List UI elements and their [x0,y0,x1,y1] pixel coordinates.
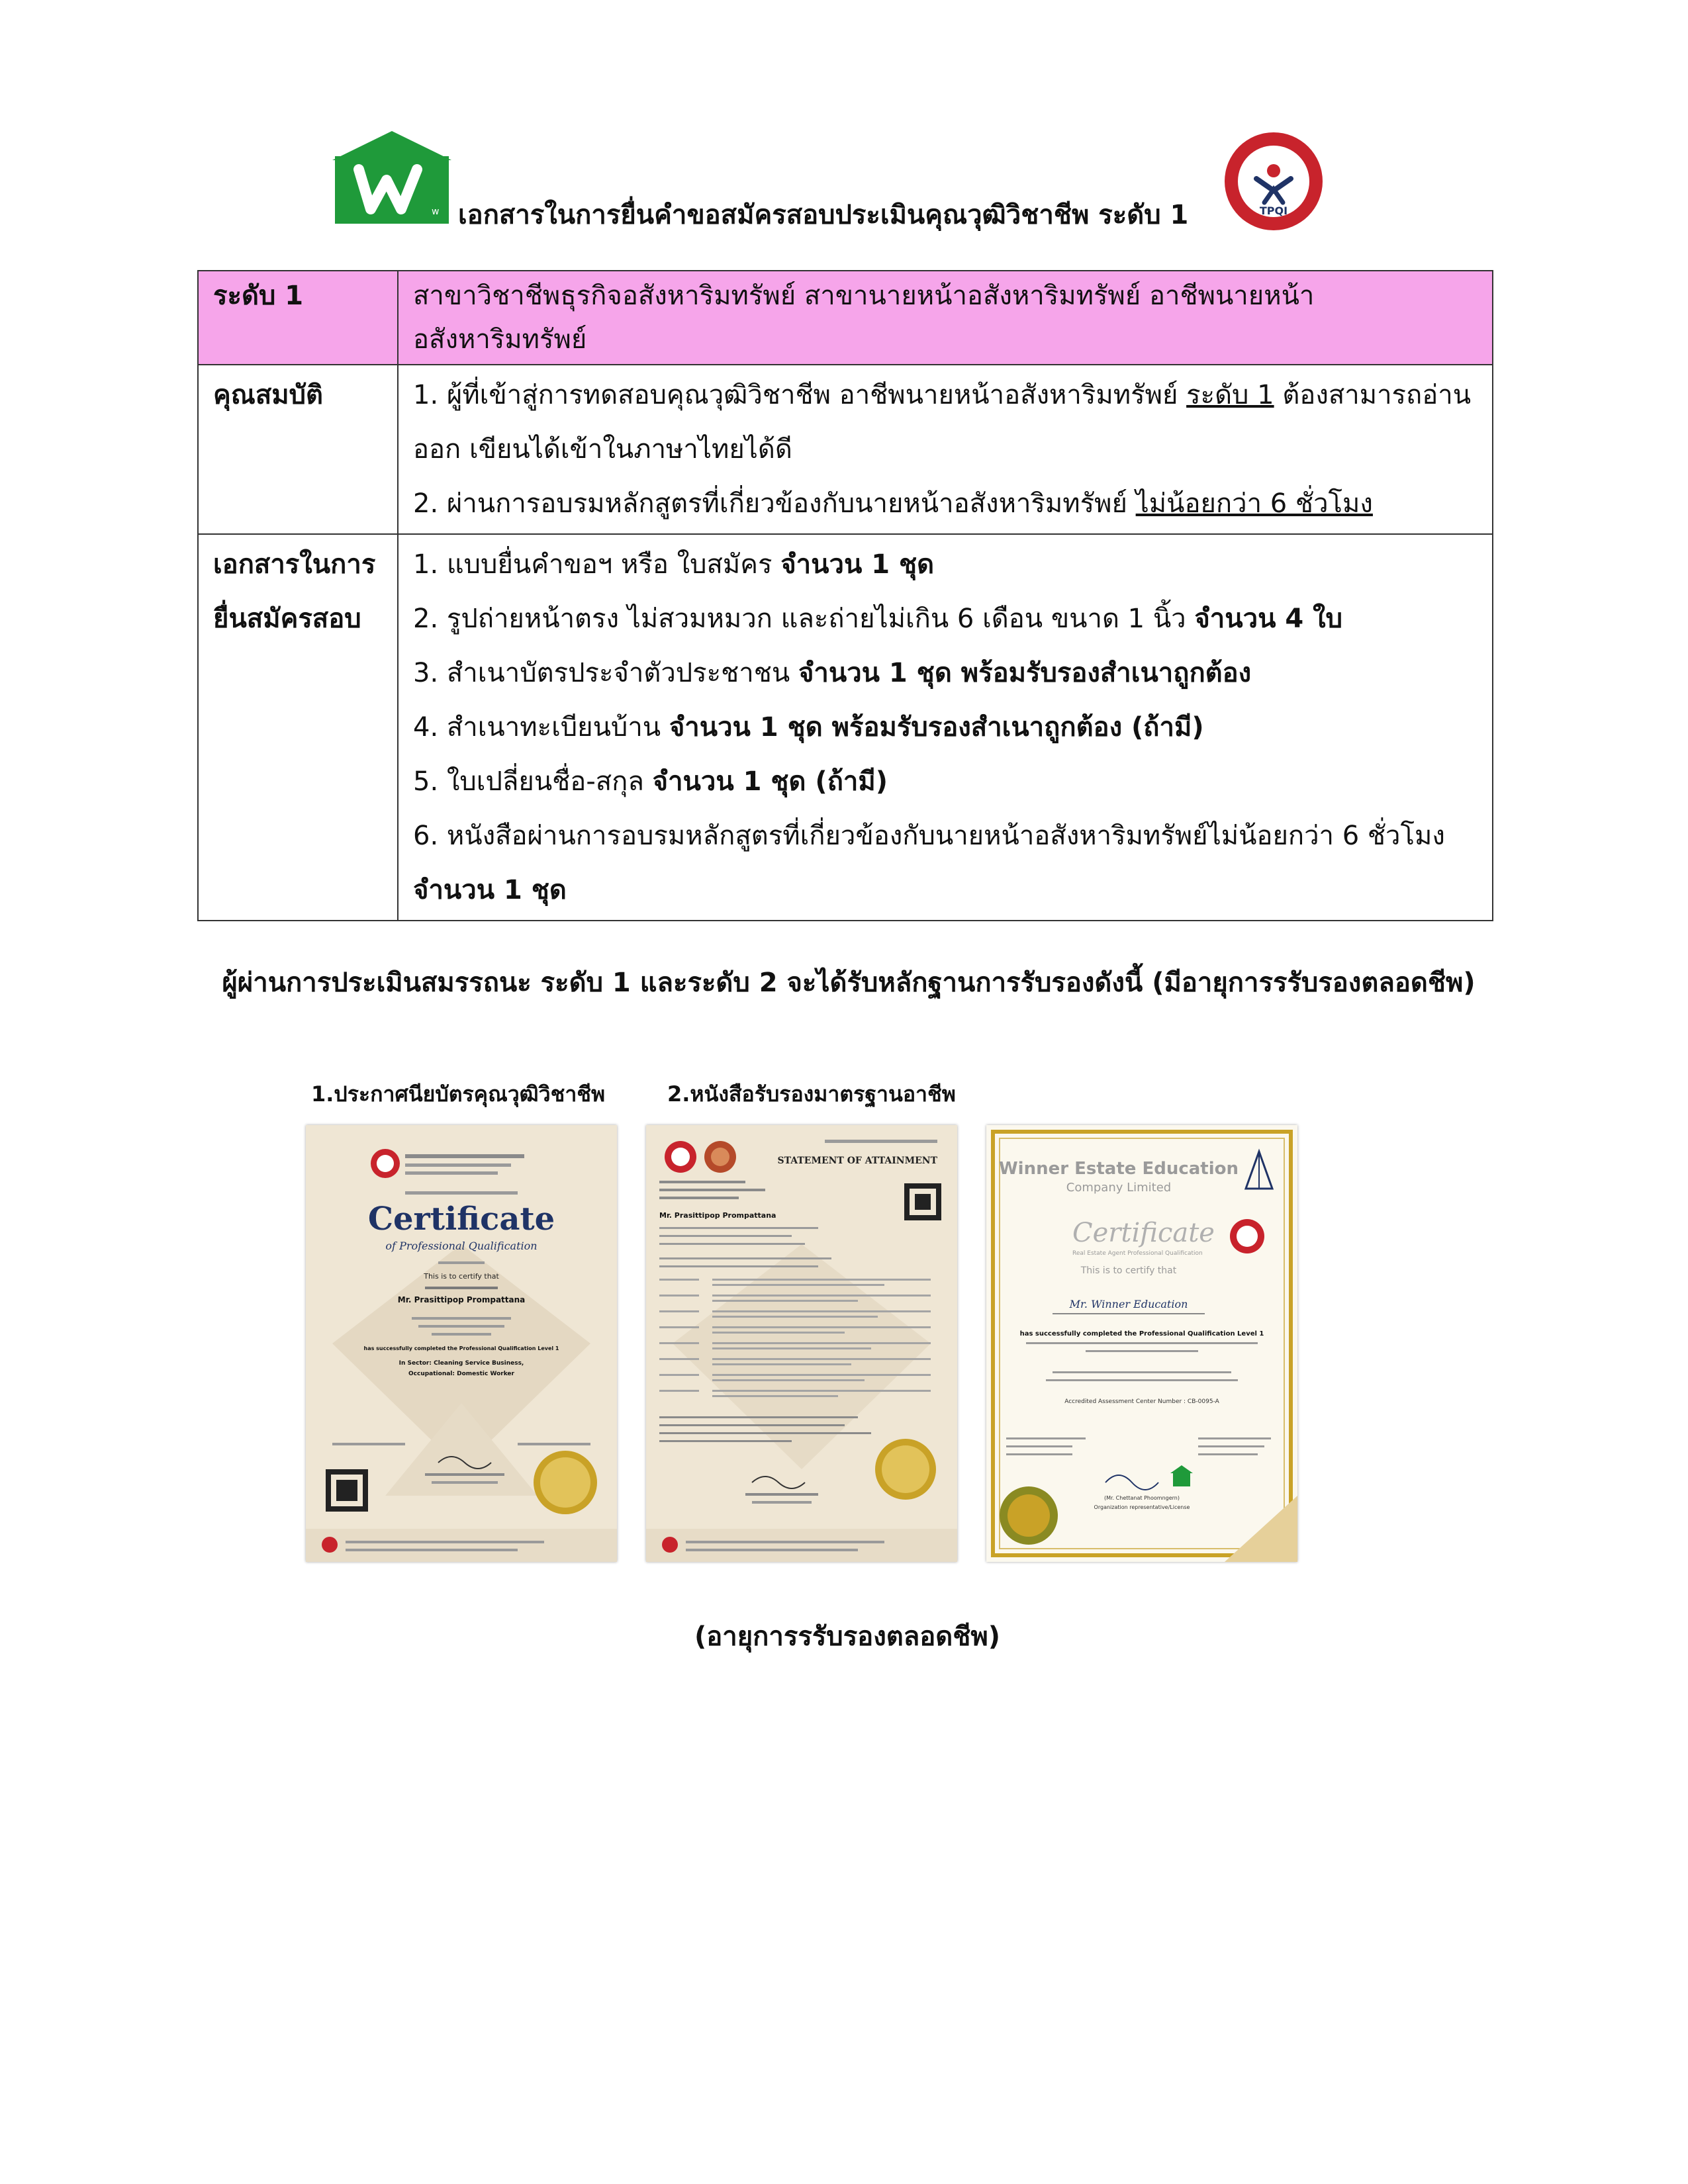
document-3-qty: จำนวน 1 ชุด พร้อมรับรองสำเนาถูกต้อง [798,658,1252,688]
document-item-5 [413,754,1477,809]
document-item-1 [413,537,1477,592]
cert1-occupation: Occupational: Domestic Worker [408,1371,514,1377]
documents-label [198,534,398,921]
documents-label-line1: เอกสารในการ [213,549,376,580]
document-title: เอกสารในการยื่นคำขอสมัครสอบประเมินคุณวุฒิวิชาชีพ ระดับ 1 [458,200,1189,230]
documents-list [398,534,1493,921]
qualification-item-2 [413,477,1477,531]
cert1-sector: In Sector: Cleaning Service Business, [399,1360,524,1367]
cert3-completed: has successfully completed the Professional Qualification Level 1 [1019,1330,1264,1338]
cert3-certify: This is to certify that [1080,1265,1177,1276]
document-item-2 [413,592,1477,646]
document-item-6-qty: จำนวน 1 ชุด [413,875,567,905]
cert2-name: Mr. Prasittipop Prompattana [659,1211,776,1220]
winner-estate-logo [332,131,451,225]
cert3-company-sub: Company Limited [1066,1181,1172,1195]
cert1-certify: This is to certify that [424,1272,499,1281]
document-1-text: 1. แบบยื่นคำขอฯ หรือ ใบสมัคร [413,549,781,580]
qualifications-list [398,365,1493,534]
qualifications-label: คุณสมบัติ [198,365,398,534]
cert3-name: Mr. Winner Education [1069,1298,1188,1310]
level-label: ระดับ 1 [198,271,398,365]
document-1-qty: จำนวน 1 ชุด [780,549,935,580]
cert1-completed: has successfully completed the Professional Qualification Level 1 [363,1345,559,1351]
cert1-subtitle: of Professional Qualification [385,1240,538,1252]
document-item-6 [413,809,1477,863]
qualification-2-hours: ไม่น้อยกว่า 6 ชั่วโมง [1135,488,1373,519]
document-6-text: 6. หนังสือผ่านการอบรมหลักสูตรที่เกี่ยวข้องกับนายหน้าอสังหาริมทรัพย์ไม่น้อยกว่า 6 ชั่วโมง [413,821,1445,851]
caption-certificate: 1.ประกาศนียบัตรคุณวุฒิวิชาชีพ [311,1081,606,1107]
table-row-level [198,271,1493,365]
caption-statement: 2.หนังสือรับรองมาตรฐานอาชีพ [667,1081,956,1107]
certificate-image-3 [986,1125,1297,1562]
cert2-title: STATEMENT OF ATTAINMENT [777,1156,937,1166]
requirements-table [197,270,1493,921]
document-item-4 [413,700,1477,754]
cert3-signer-role: Organization representative/License [1094,1504,1190,1510]
document-4-qty: จำนวน 1 ชุด พร้อมรับรองสำเนาถูกต้อง (ถ้ามี) [669,712,1204,743]
tpqi-seal-logo [1223,131,1324,232]
table-row-qualifications [198,365,1493,534]
svg-text:w: w [432,206,440,217]
document-2-text: 2. รูปถ่ายหน้าตรง ไม่สวมหมวก และถ่ายไม่เกิน 6 เดือน ขนาด 1 นิ้ว [413,604,1195,634]
table-row-documents [198,534,1493,921]
certificate-image-2 [646,1125,957,1562]
document-5-text: 5. ใบเปลี่ยนชื่อ-สกุล [413,766,653,797]
document-3-text: 3. สำเนาบัตรประจำตัวประชาชน [413,658,798,688]
document-5-qty: จำนวน 1 ชุด (ถ้ามี) [652,766,888,797]
document-2-qty: จำนวน 4 ใบ [1194,604,1343,634]
cert3-signer: (Mr. Chettanat Phoomngern) [1104,1495,1180,1501]
cert1-title: Certificate [367,1201,555,1238]
qualification-1-rest: ต้องสามารถอ่านออก เขียนได้เข้าในภาษาไทยได้ดี [413,380,1472,465]
cert1-name: Mr. Prasittipop Prompattana [397,1295,526,1304]
qualification-1-level: ระดับ 1 [1186,380,1274,410]
lifetime-validity-note: (อายุการรรับรองตลอดชีพ) [694,1621,1001,1652]
qualification-item-1 [413,368,1477,477]
document-4-text: 4. สำเนาทะเบียนบ้าน [413,712,669,743]
cert3-subtitle: Real Estate Agent Professional Qualification [1072,1250,1203,1257]
level-description: สาขาวิชาชีพธุรกิจอสังหาริมทรัพย์ สาขานายหน้าอสังหาริมทรัพย์ อาชีพนายหน้าอสังหาริมทรัพย์ [398,271,1493,365]
svg-text:TPQI: TPQI [1259,205,1288,217]
certificate-image-1 [306,1125,617,1562]
cert3-center: Accredited Assessment Center Number : CB-0095-A [1064,1398,1219,1405]
cert3-title: Certificate [1072,1218,1215,1248]
documents-label-line2: ยื่นสมัครสอบ [213,604,361,634]
certification-summary: ผู้ผ่านการประเมินสมรรถนะ ระดับ 1 และระดับ 2 จะได้รับหลักฐานการรับรองดังนี้ (มีอายุการรรับรองตลอดชีพ) [222,968,1476,998]
cert3-company: Winner Estate Education [999,1159,1239,1179]
qualification-2-text: 2. ผ่านการอบรมหลักสูตรที่เกี่ยวข้องกับนายหน้าอสังหาริมทรัพย์ [413,488,1136,519]
document-item-3 [413,646,1477,700]
qualification-1-text: 1. ผู้ที่เข้าสู่การทดสอบคุณวุฒิวิชาชีพ อาชีพนายหน้าอสังหาริมทรัพย์ [413,380,1187,410]
